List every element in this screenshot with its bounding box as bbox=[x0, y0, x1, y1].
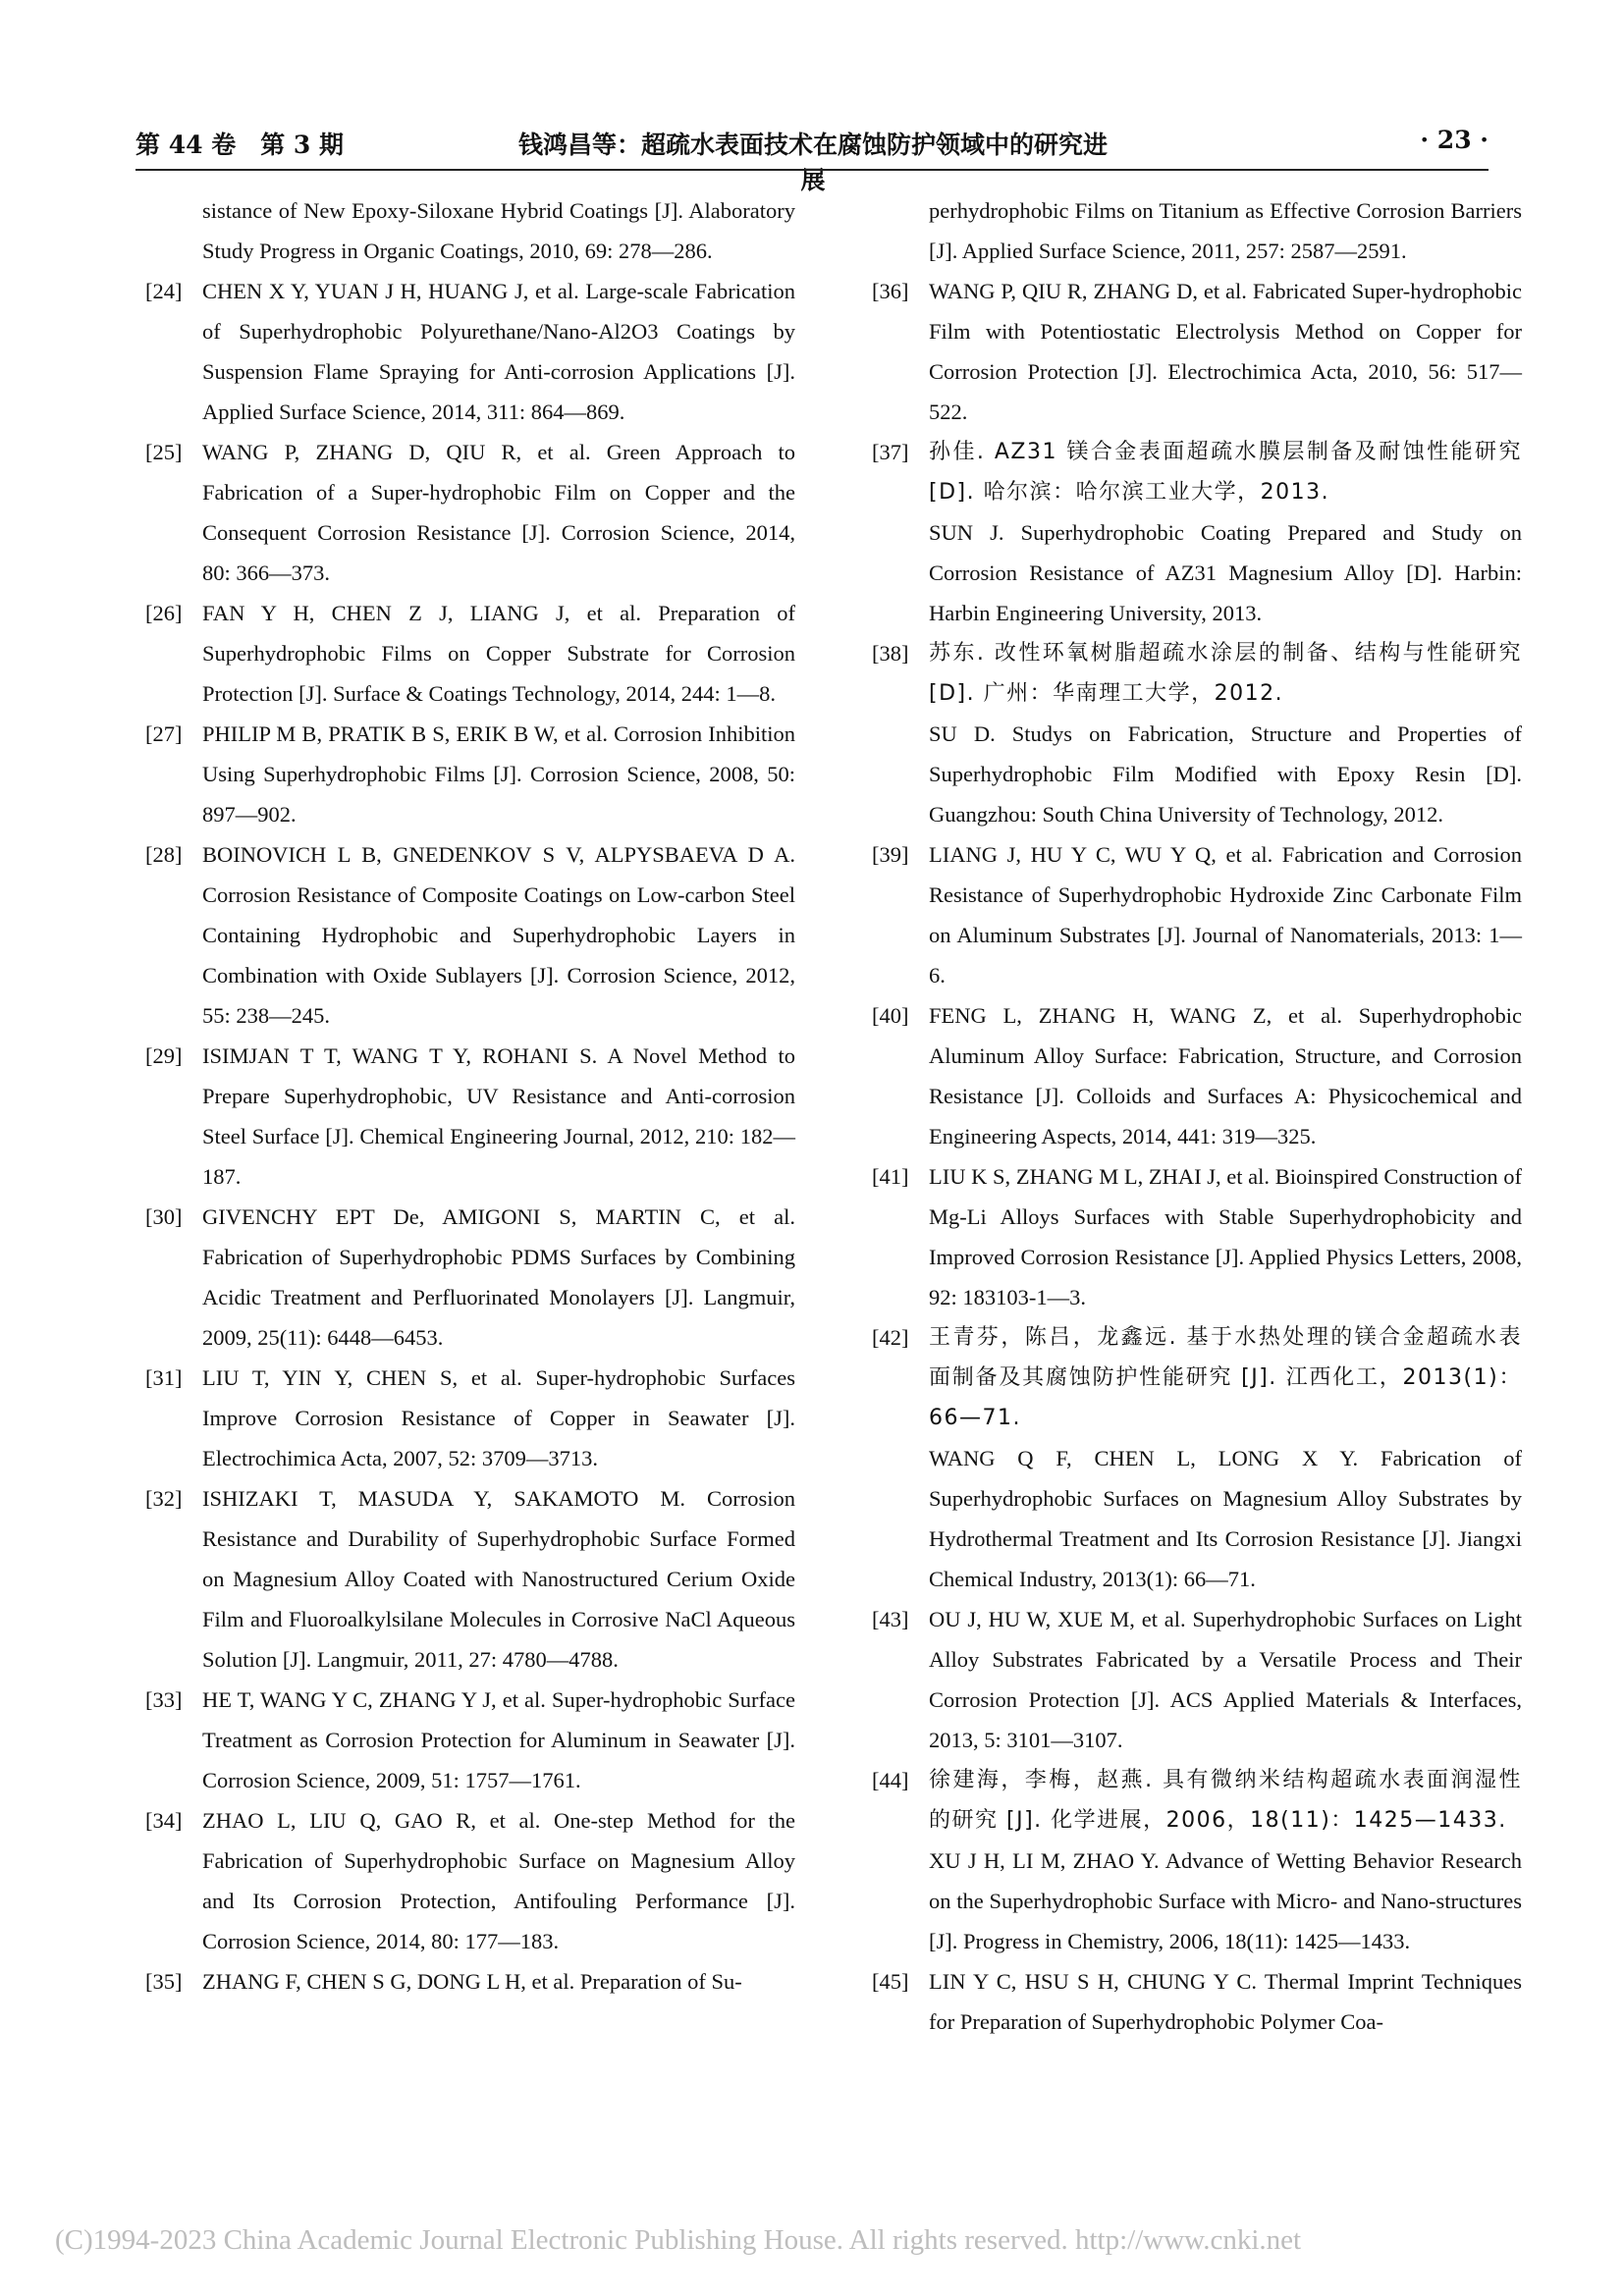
reference-text: LIU K S, ZHANG M L, ZHAI J, et al. Bioinspired Construction of Mg-Li Alloys Surfaces with Stable Superhydrophobicity and Improved Corrosion Resistance [J]. Applied Physics Letters, 2008, 92: 183103-1—3. bbox=[929, 1164, 1522, 1309]
reference-number: [25] bbox=[145, 440, 183, 464]
reference-number: [27] bbox=[145, 721, 183, 746]
reference-entry bbox=[862, 995, 1522, 1156]
reference-text-chinese: 苏东. 改性环氧树脂超疏水涂层的制备、结构与性能研究 [D]. 广州：华南理工大学，2012. bbox=[929, 641, 1522, 706]
reference-number: [33] bbox=[145, 1687, 183, 1712]
reference-entry bbox=[135, 1961, 795, 2002]
reference-text-chinese: 王青芬，陈吕，龙鑫远. 基于水热处理的镁合金超疏水表面制备及其腐蚀防护性能研究 [J]. 江西化工，2013(1)：66—71. bbox=[929, 1325, 1522, 1430]
reference-column-left bbox=[135, 190, 795, 2002]
running-header bbox=[135, 120, 1489, 194]
reference-text-chinese: 孙佳. AZ31 镁合金表面超疏水膜层制备及耐蚀性能研究 [D]. 哈尔滨：哈尔滨工业大学，2013. bbox=[929, 440, 1522, 505]
reference-entry bbox=[135, 1800, 795, 1961]
reference-entry bbox=[135, 432, 795, 593]
reference-text: LIANG J, HU Y C, WU Y Q, et al. Fabrication and Corrosion Resistance of Superhydrophobic Hydroxide Zinc Carbonate Film on Aluminum Substrates [J]. Journal of Nanomaterials, 2013: 1—6. bbox=[929, 842, 1522, 988]
reference-number: [29] bbox=[145, 1043, 183, 1068]
reference-text: LIN Y C, HSU S H, CHUNG Y C. Thermal Imprint Techniques for Preparation of Superhydrophobic Polymer Coa- bbox=[929, 1969, 1522, 2034]
reference-text: XU J H, LI M, ZHAO Y. Advance of Wetting Behavior Research on the Superhydrophobic Surface with Micro- and Nano-structures [J]. Progress in Chemistry, 2006, 18(11): 1425—1433. bbox=[929, 1848, 1522, 1953]
reference-number: [42] bbox=[872, 1325, 909, 1350]
reference-text: WANG Q F, CHEN L, LONG X Y. Fabrication of Superhydrophobic Surfaces on Magnesium Alloy Substrates by Hydrothermal Treatment and Its Corrosion Resistance [J]. Jiangxi Chemical Industry, 2013(1): 66—71. bbox=[929, 1446, 1522, 1591]
reference-number: [45] bbox=[872, 1969, 909, 1994]
running-title: 钱鸿昌等：超疏水表面技术在腐蚀防护领域中的研究进展 bbox=[517, 131, 1108, 194]
reference-entry bbox=[862, 1156, 1522, 1317]
copyright-footer: (C)1994-2023 China Academic Journal Electronic Publishing House. All rights reserved. http://www.cnki.net bbox=[55, 2224, 1302, 2256]
reference-entry bbox=[135, 1478, 795, 1680]
reference-entry bbox=[135, 714, 795, 834]
reference-number: [43] bbox=[872, 1607, 909, 1631]
volume-issue: 第 44 卷 第 3 期 bbox=[135, 131, 344, 159]
reference-text: ZHAO L, LIU Q, GAO R, et al. One-step Method for the Fabrication of Superhydrophobic Surface on Magnesium Alloy and Its Corrosion Protection, Antifouling Performance [J]. Corrosion Science, 2014, 80: 177—183. bbox=[202, 1808, 795, 1953]
reference-number: [41] bbox=[872, 1164, 909, 1189]
reference-entry bbox=[135, 271, 795, 432]
reference-text: sistance of New Epoxy-Siloxane Hybrid Coatings [J]. Alaboratory Study Progress in Organic Coatings, 2010, 69: 278—286. bbox=[202, 198, 795, 263]
reference-text: perhydrophobic Films on Titanium as Effective Corrosion Barriers [J]. Applied Surface Science, 2011, 257: 2587—2591. bbox=[929, 198, 1522, 263]
reference-number: [26] bbox=[145, 601, 183, 625]
reference-text: SUN J. Superhydrophobic Coating Prepared and Study on Corrosion Resistance of AZ31 Magnesium Alloy [D]. Harbin: Harbin Engineering University, 2013. bbox=[929, 520, 1522, 625]
reference-text: LIU T, YIN Y, CHEN S, et al. Super-hydrophobic Surfaces Improve Corrosion Resistance of Copper in Seawater [J]. Electrochimica Acta, 2007, 52: 3709—3713. bbox=[202, 1365, 795, 1470]
page-number: · 23 · bbox=[1420, 126, 1489, 154]
reference-entry bbox=[862, 633, 1522, 834]
reference-entry bbox=[135, 834, 795, 1036]
reference-entry bbox=[862, 190, 1522, 271]
reference-number: [36] bbox=[872, 279, 909, 303]
reference-text: ISIMJAN T T, WANG T Y, ROHANI S. A Novel Method to Prepare Superhydrophobic, UV Resistance and Anti-corrosion Steel Surface [J]. Chemical Engineering Journal, 2012, 210: 182—187. bbox=[202, 1043, 795, 1189]
reference-number: [44] bbox=[872, 1768, 909, 1792]
reference-text: SU D. Studys on Fabrication, Structure and Properties of Superhydrophobic Film Modified with Epoxy Resin [D]. Guangzhou: South China University of Technology, 2012. bbox=[929, 721, 1522, 827]
reference-entry bbox=[862, 1317, 1522, 1599]
reference-entry bbox=[135, 1197, 795, 1358]
reference-number: [24] bbox=[145, 279, 183, 303]
header-rule bbox=[135, 169, 1489, 171]
reference-number: [31] bbox=[145, 1365, 183, 1390]
reference-entry bbox=[862, 1760, 1522, 1961]
reference-number: [37] bbox=[872, 440, 909, 464]
reference-entry bbox=[135, 1680, 795, 1800]
reference-entry bbox=[862, 1961, 1522, 2042]
reference-text: FENG L, ZHANG H, WANG Z, et al. Superhydrophobic Aluminum Alloy Surface: Fabrication, Structure, and Corrosion Resistance [J]. Colloids and Surfaces A: Physicochemical and Engineering Aspects, 2014, 441: 319—325. bbox=[929, 1003, 1522, 1148]
reference-text: CHEN X Y, YUAN J H, HUANG J, et al. Large-scale Fabrication of Superhydrophobic Polyurethane/Nano-Al2O3 Coatings by Suspension Flame Spraying for Anti-corrosion Applications [J]. Applied Surface Science, 2014, 311: 864—869. bbox=[202, 279, 795, 424]
reference-text: FAN Y H, CHEN Z J, LIANG J, et al. Preparation of Superhydrophobic Films on Copper Substrate for Corrosion Protection [J]. Surface & Coatings Technology, 2014, 244: 1—8. bbox=[202, 601, 795, 706]
reference-entry bbox=[862, 432, 1522, 633]
reference-entry bbox=[862, 271, 1522, 432]
reference-text: PHILIP M B, PRATIK B S, ERIK B W, et al. Corrosion Inhibition Using Superhydrophobic Films [J]. Corrosion Science, 2008, 50: 897—902. bbox=[202, 721, 795, 827]
reference-number: [35] bbox=[145, 1969, 183, 1994]
reference-entry bbox=[862, 834, 1522, 995]
reference-number: [38] bbox=[872, 641, 909, 666]
reference-number: [32] bbox=[145, 1486, 183, 1511]
reference-text: ISHIZAKI T, MASUDA Y, SAKAMOTO M. Corrosion Resistance and Durability of Superhydrophobic Surface Formed on Magnesium Alloy Coated with Nanostructured Cerium Oxide Film and Fluoroalkylsilane Molecules in Corrosive NaCl Aqueous Solution [J]. Langmuir, 2011, 27: 4780—4788. bbox=[202, 1486, 795, 1672]
reference-entry bbox=[135, 190, 795, 271]
reference-entry bbox=[135, 1036, 795, 1197]
reference-text: BOINOVICH L B, GNEDENKOV S V, ALPYSBAEVA D A. Corrosion Resistance of Composite Coatings on Low-carbon Steel Containing Hydrophobic and Superhydrophobic Layers in Combination with Oxide Sublayers [J]. Corrosion Science, 2012, 55: 238—245. bbox=[202, 842, 795, 1028]
reference-entry bbox=[135, 593, 795, 714]
reference-column-right bbox=[862, 190, 1522, 2042]
reference-number: [28] bbox=[145, 842, 183, 867]
reference-entry bbox=[862, 1599, 1522, 1760]
reference-number: [40] bbox=[872, 1003, 909, 1028]
reference-text: ZHANG F, CHEN S G, DONG L H, et al. Preparation of Su- bbox=[202, 1969, 742, 1994]
reference-text: WANG P, QIU R, ZHANG D, et al. Fabricated Super-hydrophobic Film with Potentiostatic Electrolysis Method on Copper for Corrosion Protection [J]. Electrochimica Acta, 2010, 56: 517—522. bbox=[929, 279, 1522, 424]
reference-number: [34] bbox=[145, 1808, 183, 1833]
reference-number: [39] bbox=[872, 842, 909, 867]
reference-text: HE T, WANG Y C, ZHANG Y J, et al. Super-hydrophobic Surface Treatment as Corrosion Protection for Aluminum in Seawater [J]. Corrosion Science, 2009, 51: 1757—1761. bbox=[202, 1687, 795, 1792]
reference-entry bbox=[135, 1358, 795, 1478]
reference-text: GIVENCHY EPT De, AMIGONI S, MARTIN C, et al. Fabrication of Superhydrophobic PDMS Surfaces by Combining Acidic Treatment and Perfluorinated Monolayers [J]. Langmuir, 2009, 25(11): 6448—6453. bbox=[202, 1204, 795, 1350]
reference-text: OU J, HU W, XUE M, et al. Superhydrophobic Surfaces on Light Alloy Substrates Fabricated by a Versatile Process and Their Corrosion Protection [J]. ACS Applied Materials & Interfaces, 2013, 5: 3101—3107. bbox=[929, 1607, 1522, 1752]
reference-text-chinese: 徐建海，李梅，赵燕. 具有微纳米结构超疏水表面润湿性的研究 [J]. 化学进展，2006，18(11)：1425—1433. bbox=[929, 1768, 1522, 1833]
reference-text: WANG P, ZHANG D, QIU R, et al. Green Approach to Fabrication of a Super-hydrophobic Film on Copper and the Consequent Corrosion Resistance [J]. Corrosion Science, 2014, 80: 366—373. bbox=[202, 440, 795, 585]
reference-number: [30] bbox=[145, 1204, 183, 1229]
